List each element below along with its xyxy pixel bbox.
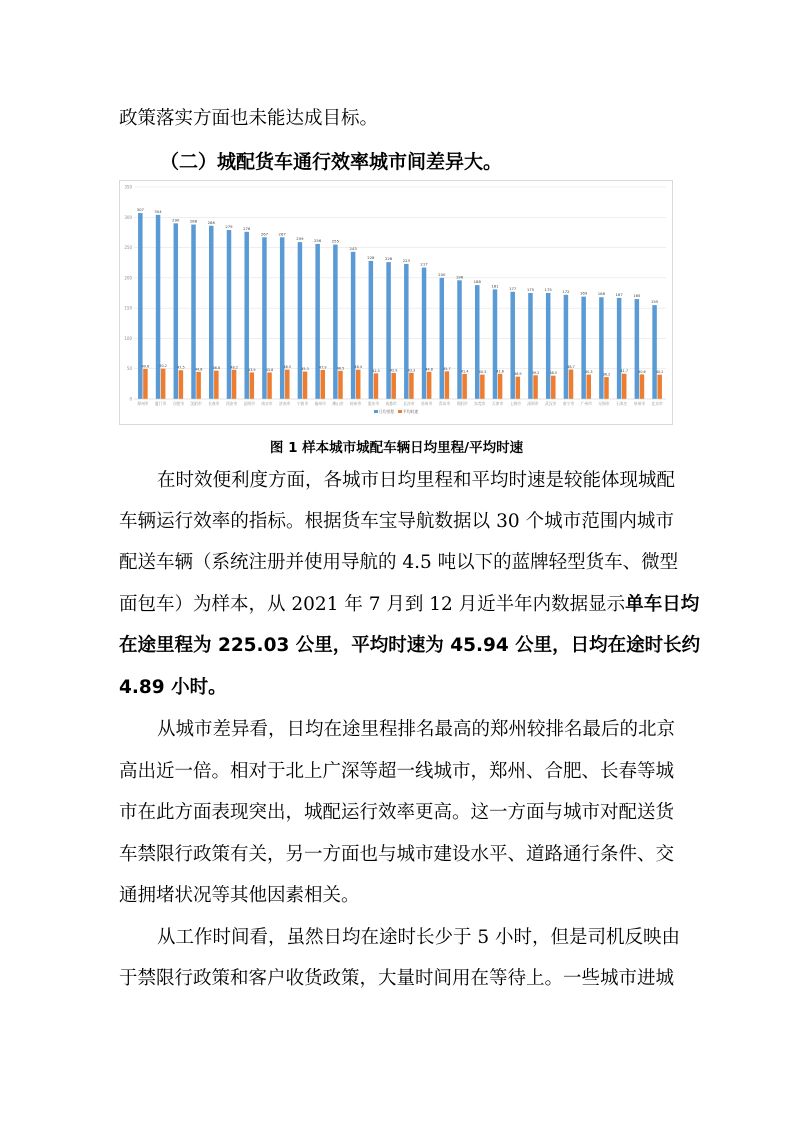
- bar-value-label: 200: [438, 271, 446, 277]
- bar-平均时速: [285, 370, 290, 399]
- paragraph-1-line-5: 在途里程为 225.03 公里，平均时速为 45.94 公里，日均在途时长约: [119, 635, 701, 656]
- bar-value-label: 44.8: [425, 367, 433, 372]
- bar-日均里程: [457, 280, 462, 399]
- bar-value-label: 49.6: [141, 364, 150, 369]
- x-tick-label: 北京市: [651, 401, 663, 406]
- bar-value-label: 165: [633, 293, 641, 299]
- bar-日均里程: [422, 268, 427, 399]
- bar-平均时速: [267, 372, 272, 399]
- paragraph-1-line-4-bold: 单车日均: [625, 594, 700, 615]
- bar-value-label: 175: [526, 287, 535, 292]
- paragraph-1-line-6: 4.89 小时。: [119, 677, 227, 698]
- x-tick-label: 佛山市: [332, 401, 344, 406]
- paragraph-2-line-2: 高出近一倍。相对于北上广深等超一线城市，郑州、合肥、长春等城: [119, 761, 675, 782]
- paragraph-1-line-1: 在时效便利度方面，各城市日均里程和平均时速是较能体现城配: [157, 470, 676, 491]
- bar-value-label: 48.5: [283, 365, 292, 370]
- paragraph-2-line-1: 从城市差异看，日均在途里程排名最高的郑州较排名最后的北京: [157, 719, 676, 740]
- bar-平均时速: [338, 371, 343, 399]
- bar-value-label: 172: [562, 288, 570, 294]
- bar-value-label: 288: [189, 218, 198, 224]
- x-tick-label: 宁波市: [296, 401, 309, 406]
- x-tick-label: 西安市: [225, 401, 238, 406]
- x-tick-label: 成都市: [385, 401, 397, 406]
- bar-平均时速: [462, 374, 467, 399]
- bar-value-label: 223: [402, 257, 410, 263]
- bar-日均里程: [510, 292, 515, 399]
- bar-value-label: 50.2: [159, 364, 167, 369]
- bar-日均里程: [315, 244, 320, 399]
- x-tick-label: 石家庄: [615, 401, 628, 406]
- bar-平均时速: [516, 377, 521, 399]
- bar-value-label: 276: [243, 225, 251, 231]
- legend-swatch: [374, 410, 378, 413]
- legend-label: 平均时速: [403, 409, 419, 414]
- bar-value-label: 40.2: [655, 370, 664, 375]
- bar-平均时速: [143, 369, 148, 399]
- bar-value-label: 43.8: [265, 367, 274, 372]
- bar-value-label: 255: [331, 238, 340, 244]
- y-tick-label: 100: [124, 335, 132, 341]
- bar-日均里程: [174, 223, 179, 399]
- bar-日均里程: [209, 226, 214, 399]
- bar-平均时速: [480, 375, 485, 399]
- y-tick-label: 150: [124, 305, 132, 311]
- lead-line: 政策落实方面也未能达成目标。: [119, 108, 379, 129]
- bar-value-label: 169: [580, 290, 588, 296]
- x-tick-label: 武汉市: [545, 401, 557, 406]
- y-tick-label: 350: [124, 184, 132, 190]
- bar-日均里程: [546, 293, 551, 399]
- x-tick-label: 杭州市: [349, 401, 362, 406]
- bar-value-label: 47.9: [318, 365, 327, 370]
- bar-日均里程: [599, 297, 604, 399]
- bar-平均时速: [250, 372, 255, 399]
- bar-日均里程: [581, 297, 586, 399]
- x-tick-label: 南宁市: [562, 401, 575, 406]
- bar-value-label: 43.3: [407, 368, 416, 373]
- legend-swatch: [398, 410, 402, 413]
- bar-value-label: 226: [384, 256, 393, 262]
- x-tick-label: 天津市: [491, 401, 504, 406]
- bar-value-label: 155: [650, 299, 659, 305]
- bar-value-label: 42.9: [389, 368, 398, 373]
- bar-value-label: 286: [207, 219, 215, 225]
- bar-日均里程: [404, 264, 409, 399]
- bar-value-label: 217: [420, 261, 428, 267]
- x-tick-label: 厦门市: [154, 401, 167, 406]
- x-tick-label: 郑州市: [137, 401, 149, 406]
- bar-value-label: 167: [615, 291, 623, 297]
- paragraph-1-line-4: [119, 594, 700, 616]
- x-tick-label: 无锡市: [598, 401, 610, 406]
- bar-日均里程: [191, 225, 196, 399]
- bar-日均里程: [564, 295, 569, 399]
- bar-value-label: 177: [509, 285, 517, 291]
- bar-平均时速: [551, 376, 556, 399]
- bar-平均时速: [498, 374, 503, 399]
- bar-value-label: 267: [278, 231, 286, 237]
- bar-日均里程: [298, 242, 303, 399]
- paragraph-1-line-2: 车辆运行效率的指标。根据货车宝导航数据以 30 个城市范围内城市: [119, 511, 674, 532]
- bar-日均里程: [369, 261, 374, 399]
- figure-caption: 图 1 样本城市城配车辆日均里程/平均时速: [269, 440, 524, 456]
- bar-平均时速: [622, 374, 627, 399]
- bar-value-label: 304: [154, 208, 162, 214]
- bar-value-label: 45.7: [443, 366, 451, 371]
- x-tick-label: 青岛市: [438, 401, 451, 406]
- y-tick-label: 200: [124, 275, 132, 281]
- bar-日均里程: [333, 245, 338, 399]
- bar-value-label: 48.2: [230, 365, 238, 370]
- paragraph-2-line-3: 市在此方面表现突出，城配运行效率更高。这一方面与城市对配送货: [119, 802, 675, 823]
- bar-日均里程: [138, 213, 143, 399]
- paragraph-3-line-2: 于禁限行政策和客户收货政策，大量时间用在等待上。一些城市进城: [119, 968, 675, 989]
- bar-value-label: 290: [172, 217, 180, 223]
- x-tick-label: 苏州市: [420, 401, 433, 406]
- x-tick-label: 济南市: [279, 401, 291, 406]
- bar-平均时速: [587, 375, 592, 399]
- x-tick-label: 沈阳市: [190, 401, 202, 406]
- bar-value-label: 46.8: [212, 366, 221, 371]
- y-tick-label: 300: [124, 214, 132, 220]
- bar-日均里程: [493, 289, 498, 399]
- bar-value-label: 175: [544, 287, 552, 292]
- paragraph-1-line-3: 配送车辆（系统注册并使用导航的 4.5 吨以下的蓝牌轻型货车、微型: [119, 552, 679, 573]
- bar-日均里程: [280, 237, 285, 399]
- bar-value-label: 44.8: [194, 367, 203, 372]
- x-tick-label: 南京市: [261, 401, 273, 406]
- bar-日均里程: [244, 232, 249, 399]
- bar-日均里程: [262, 237, 267, 399]
- bar-平均时速: [604, 377, 609, 399]
- bar-value-label: 279: [225, 224, 233, 230]
- legend-label: 日均里程: [379, 409, 395, 414]
- bar-value-label: 48.7: [567, 365, 575, 370]
- x-tick-label: 昆明市: [243, 401, 255, 406]
- x-tick-label: 长春市: [208, 401, 220, 406]
- bar-平均时速: [179, 370, 184, 399]
- bar-value-label: 256: [314, 237, 322, 243]
- x-tick-label: 福州市: [314, 401, 326, 406]
- bar-日均里程: [351, 252, 356, 399]
- bar-平均时速: [640, 374, 645, 399]
- bar-平均时速: [232, 370, 237, 399]
- bar-value-label: 39.2: [531, 370, 540, 375]
- bar-value-label: 38.5: [549, 371, 558, 376]
- bar-value-label: 48.4: [354, 365, 362, 370]
- bar-日均里程: [386, 262, 391, 399]
- bar-value-label: 41.7: [620, 369, 628, 374]
- bar-value-label: 36.9: [514, 372, 522, 377]
- y-tick-label: 0: [129, 396, 132, 402]
- bar-平均时速: [214, 371, 219, 399]
- y-tick-label: 50: [126, 366, 132, 372]
- paragraph-3-line-1: 从工作时间看，虽然日均在途时长少于 5 小时，但是司机反映由: [157, 927, 681, 948]
- bar-日均里程: [617, 298, 622, 399]
- bar-value-label: 188: [473, 279, 481, 285]
- x-tick-label: 深圳市: [527, 401, 539, 406]
- bar-value-label: 267: [260, 231, 269, 237]
- bar-日均里程: [156, 215, 161, 399]
- x-tick-label: 重庆市: [367, 401, 380, 406]
- bar-value-label: 36.2: [602, 372, 611, 377]
- bar-平均时速: [374, 373, 379, 399]
- paragraph-2-line-4: 车禁限行政策有关，另一方面也与城市建设水平、道路通行条件、交: [119, 844, 675, 865]
- x-tick-label: 长沙市: [403, 401, 415, 406]
- bar-value-label: 45.3: [301, 367, 309, 372]
- paragraph-1-line-4-normal: 面包车）为样本，从 2021 年 7 月到 12 月近半年内数据显示: [119, 594, 626, 615]
- bar-平均时速: [321, 370, 326, 399]
- paragraph-2-line-5: 通拥堵状况等其他因素相关。: [119, 885, 360, 906]
- bar-value-label: 168: [597, 291, 606, 297]
- bar-value-label: 259: [296, 236, 304, 242]
- bar-value-label: 41.6: [496, 369, 504, 374]
- bar-value-label: 40.3: [478, 370, 487, 375]
- bar-平均时速: [533, 375, 538, 399]
- bar-平均时速: [161, 369, 166, 399]
- bar-value-label: 43.9: [248, 367, 256, 372]
- bar-value-label: 47.5: [177, 365, 185, 370]
- bar-日均里程: [227, 230, 232, 399]
- bar-日均里程: [475, 285, 480, 399]
- y-tick-label: 250: [124, 245, 132, 251]
- bar-chart: [120, 181, 672, 424]
- x-tick-label: 东莞市: [474, 401, 486, 406]
- x-tick-label: 贵阳市: [456, 401, 468, 406]
- x-tick-label: 上海市: [509, 401, 521, 406]
- bar-日均里程: [635, 299, 640, 399]
- bar-value-label: 40.6: [638, 369, 646, 374]
- x-tick-label: 合肥市: [172, 401, 185, 406]
- bar-平均时速: [356, 370, 361, 399]
- bar-value-label: 40.3: [584, 370, 593, 375]
- bar-value-label: 307: [136, 207, 144, 213]
- bar-平均时速: [303, 372, 308, 399]
- bar-平均时速: [427, 372, 432, 399]
- chart-container: [119, 180, 673, 425]
- bar-平均时速: [409, 373, 414, 399]
- bar-value-label: 42.3: [372, 368, 380, 373]
- bar-日均里程: [528, 293, 533, 399]
- bar-平均时速: [391, 373, 396, 399]
- bar-日均里程: [652, 305, 657, 399]
- bar-value-label: 181: [491, 283, 499, 289]
- x-tick-label: 广州市: [580, 401, 592, 406]
- bar-平均时速: [657, 375, 662, 399]
- bar-value-label: 196: [455, 274, 464, 280]
- bar-平均时速: [569, 370, 574, 399]
- bar-日均里程: [440, 278, 445, 399]
- bar-value-label: 228: [367, 254, 375, 260]
- bar-平均时速: [196, 372, 201, 399]
- bar-平均时速: [445, 371, 450, 399]
- bar-value-label: 46.5: [336, 366, 345, 371]
- x-tick-label: 泉州市: [633, 401, 646, 406]
- bar-value-label: 41.4: [460, 369, 469, 374]
- bar-value-label: 243: [349, 245, 357, 251]
- section-heading: （二）城配货车通行效率城市间差异大。: [160, 151, 503, 173]
